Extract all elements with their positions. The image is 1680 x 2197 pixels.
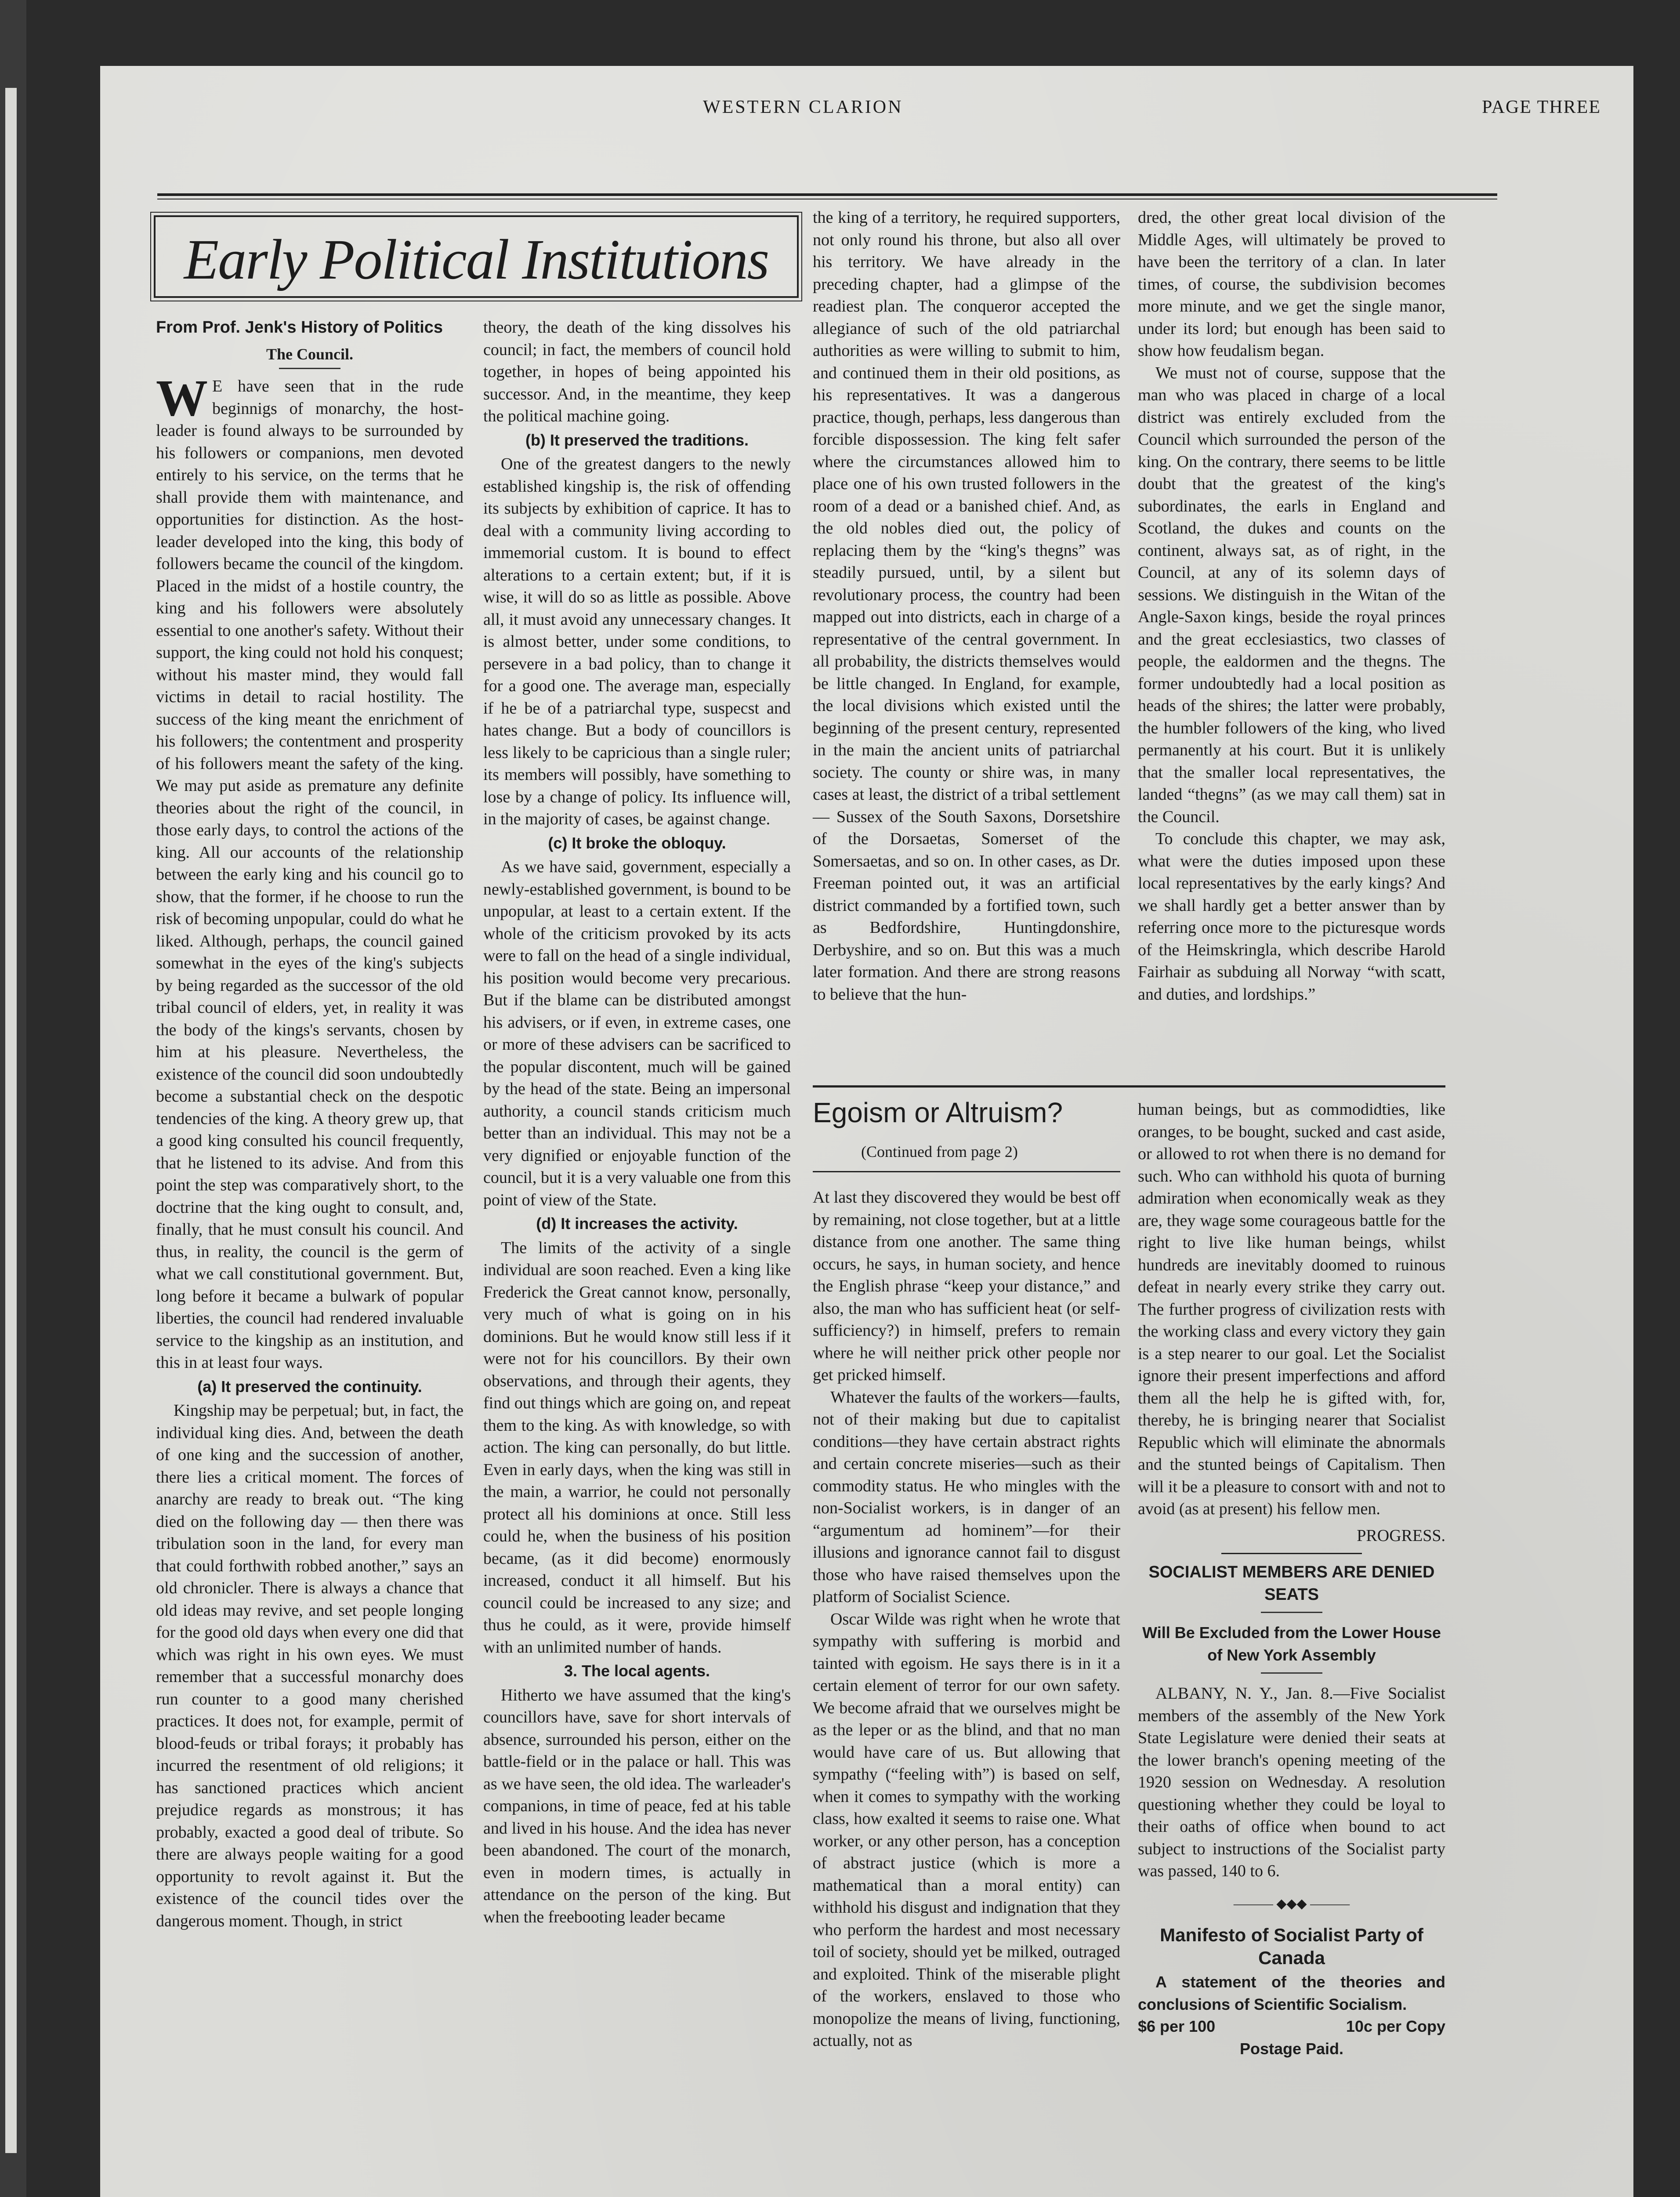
subheading-3: 3. The local agents. [564,1662,710,1680]
section-heading-council: The Council. [266,345,354,363]
price-bulk: $6 per 100 [1138,2017,1216,2035]
egoism-column-3 [813,1186,1120,2052]
continued-note: (Continued from page 2) [861,1143,1018,1160]
paragraph: Kingship may be perpetual; but, in fact, the individual king dies. And, between the death of one king and the succession of another, there lies a critical moment. The forces of anarchy are ready to break out. “The king died on the following day — then there was tribulation soon in the land, for every man that could forthwith robbed another,” says an old chronicler. There is always a chance that old ideas may revive, and set people longing for the good old days when every one did that which was right in his own eyes. We must remember that a successful monarchy does run counter to a good many cherished practices. It does not, for example, permit of blood-feuds or tribal forays; it probably has incurred the resentment of old religions; it has sanctioned practices which ancient prejudice regards as monstrous; it has probably, exacted a good deal of tribute. So there are always people waiting for a good opportunity to revolt against it. But the existence of the council tides over the dangerous moment. Though, in strict [156,1401,463,1930]
paragraph: ALBANY, N. Y., Jan. 8.—Five Socialist members of the assembly of the New York State Legislature were denied their seats at the lower branch's opening meeting of the 1920 session on Wednesday. A resolution questioning whether they could be loyal to their oaths of office when bound to act subject to instructions of the Socialist party was passed, 140 to 6. [1138,1684,1445,1880]
paragraph: Oscar Wilde was right when he wrote that sympathy with suffering is morbid and tainted with egoism. He says there is in it a certain element of terror for our own safety. We become afraid that we ourselves might be as the leper or as the blind, and that no man would have care of us. But allowing that sympathy (“feeling with”) is based on self, when it comes to sympathy with the working class, how exalted it seems to raise one. What worker, or any other person, has a conception of abstract justice (which is more a mathematical than a moral entity) can withhold his disgust and indignation that they who perform the hardest and most necessary toil of society, should yet be milked, outraged and exploited. Think of the miserable plight of the workers, enslaved to those who monopolize the means of living, functioning, actually, not as [813,1610,1120,2050]
article-source: From Prof. Jenk's History of Politics [156,318,443,337]
paragraph: To conclude this chapter, we may ask, what were the duties imposed upon these local representatives by the early kings? And we shall hardly get a better answer than by referring once more to the picturesque words of the Heimskringla, which describe Harold Fairhair as subduing all Norway “with scatt, and duties, and lordships.” [1138,830,1445,1004]
subheading-c: (c) It broke the obloquy. [548,834,726,852]
manifesto-title: Manifesto of Socialist Party of Canada [1160,1925,1423,1968]
adjacent-page-edge [0,0,26,2197]
socialist-members-title: SOCIALIST MEMBERS ARE DENIED SEATS [1148,1563,1435,1604]
paragraph: We must not of course, suppose that the man who was placed in charge of a local district was entirely excluded from the Council which surrounded the person of the king. On the contrary, there seems to be little doubt that the greatest of the king's subordinates, the earls in England and Scotland, the dukes and counts on the continent, always sat, as of right, in the Council, at any of its solemn days of sessions. We distinguish in the Witan of the Angle-Saxon kings, beside the royal princes and the great ecclesiastics, two classes of people, the ealdormen and the thegns. The former undoubtedly had a local position as heads of the shires; the latter were probably, the humbler followers of the king, who lived permanently at his court. But it is unlikely that the smaller local representatives, the landed “thegns” (as we may call them) sat in the Council. [1138,363,1445,826]
paragraph: the king of a territory, he required supporters, not only round his throne, but also all over his territory. We have already in the preceding chapter, had a glimpse of the readiest plan. The conqueror accepted the allegiance of such of the old patriarchal authorities as were willing to submit to him, and continued them in their old positions, as his representatives. It was a dangerous practice, though, perhaps, less dangerous than forcible dispossession. The king felt safer where the circumstances allowed him to place one of his own trusted followers in the room of a dead or a banished chief. And, as the old nobles died out, the policy of replacing them by the “king's thegns” was steadily pursued, until, by a silent but revolutionary process, the country had been mapped out into districts, each in charge of a representative of the central government. In all probability, the districts themselves would be little changed. In England, for example, the local divisions which existed until the beginning of the present century, represented in the main the ancient units of patriarchal society. The county or shire was, in many cases at least, the district of a tribal settlement — Sussex of the South Saxons, Dorsetshire of the Dorsaetas, Somerset of the Somersaetas, and so on. In other cases, as Dr. Freeman pointed out, it was an artificial district commanded by a fortified town, such as Bedfordshire, Huntingdonshire, Derbyshire, and so on. But this was a much later formation. And there are strong reasons to believe that the hun- [813,208,1120,1004]
column-3-top [813,207,1120,1005]
socialist-members-subtitle: Will Be Excluded from the Lower House of New York Assembly [1142,1624,1441,1664]
header-rule [157,193,1497,196]
page-number: PAGE THREE [1482,97,1601,117]
running-head: WESTERN CLARION [703,97,903,117]
subheading-b: (b) It preserved the traditions. [525,431,749,449]
column-2 [483,316,791,1928]
ornament-divider: ——— ◆◆◆ ——— [1233,1896,1350,1911]
subheading-a: (a) It preserved the continuity. [197,1377,422,1396]
paragraph: As we have said, government, especially a newly-established government, is bound to be unpopular, at least to a certain extent. If the whole of the criticism provoked by its acts were to fall on the head of a single individual, his position would become very precarious. But if the blame can be distributed amongst his advisers, or if even, in extreme cases, one or more of these advisers can be sacrificed to the popular discontent, much will be gained by the head of the state. Being an impersonal authority, a council stands criticism much better than an individual. This may not be a very dignified or enjoyable function of the council, but it is a very valuable one from this point of view of the State. [483,858,791,1209]
egoism-rule [813,1171,1120,1172]
section-divider [813,1085,1445,1088]
paragraph: theory, the death of the king dissolves his council; in fact, the members of council hold together, in hopes of being appointed his successor. And, in the meantime, they keep the political machine going. [483,318,791,425]
manifesto-prices [1138,2016,1445,2038]
paragraph: The limits of the activity of a single individual are soon reached. Even a king like Frederick the Great cannot know, personally, very much of what is going on in his dominions. But he would know still less if it were not for his councillors. By their own observations, and through their agents, they find out things which are going on, and repeat them to the king. As with knowledge, so with action. The king can personally, do but little. Even in early days, when the king was still in the main, a warrior, he could not personally protect all his dominions at once. Still less could he, when the business of his position became, (as it did become) enormously increased, conduct it all himself. But his council could be increased to any size; and thus he could, as it were, provide himself with an unlimited number of hands. [483,1238,791,1657]
paragraph: W E have seen that in the rude beginnigs of monarchy, the host-leader is found always to be surrounded by his followers or companions, men devoted entirely to his service, on the terms that he shall provide them with maintenance, and opportunities for distinction. As the host-leader developed into the king, this body of followers became the council of the kingdom. Placed in the midst of a hostile country, the king and his followers were absolutely essential to one another's safety. Without their support, the king could not hold his conquest; without his master mind, they would fall victims in detail to racial hostility. The success of the king meant the enrichment of his followers; the contentment and prosperity of his followers meant the safety of the king. We may put aside as premature any definite theories about the right of the council, in those early days, to control the actions of the king. All our accounts of the relationship between the early king and his council go to show, that the former, if he choose to run the risk of becoming unpopular, could do what he liked. Although, perhaps, the council gained somewhat in the eyes of the king's subjects by being regarded as the successor of the old tribal council of elders, yet, in reality it was the body of the kings's servants, chosen by him at his pleasure. Nevertheless, the existence of the council did soon undoubtedly become a substantial check on the despotic tendencies of the king. A theory grew up, that a good king consulted his council frequently, that he listened to its advise. And from this point the step was comparatively short, to the doctrine that the king ought to consult, and, finally, that he must consult his council. And thus, in reality, the council is the germ of what we call constitutional government. But, long before it became a bulwark of popular liberties, the council had rendered invaluable service to the kingship as an institution, and this in at least four ways. [156,369,463,1372]
article-title-box [154,215,799,298]
column-4-top [1138,207,1445,1005]
price-single: 10c per Copy [1346,2017,1445,2035]
paragraph: Whatever the faults of the workers—faults, not of their making but due to capitalist conditions—they have certain abstract rights and certain concrete miseries—such as their commodity status. He who mingles with the non-Socialist workers, is in danger of an “argumentum ad hominem”—for their illusions and ignorance cannot fail to disgust those who have raised themselves upon the platform of Socialist Science. [813,1388,1120,1606]
subheading-d: (d) It increases the activity. [536,1215,738,1233]
egoism-column-4 [1138,1098,1445,2060]
postage-note: Postage Paid. [1239,2039,1344,2058]
egoism-title: Egoism or Altruism? [813,1097,1063,1128]
drop-cap: W [156,369,208,427]
paragraph: Hitherto we have assumed that the king's councillors have, save for short intervals of absence, surrounded his person, either on the battle-field or in the palace or hall. This was as we have seen, the old idea. The warleader's companions, in time of peace, fed at his table and lived in his house. And the idea has never been abandoned. The court of the monarch, even in modern times, is actually in attendance on the person of the king. But when the freebooting leader became [483,1686,791,1926]
paragraph: One of the greatest dangers to the newly established kingship is, the risk of offending its subjects by exhibition of caprice. It has to deal with a community living according to immemorial custom. It is bound to effect alterations to a certain extent; but, if it is wise, it will do so as little as possible. Above all, it must avoid any unnecessary changes. It is almost better, under some conditions, to persevere in a bad policy, than to change it for a good one. The average man, especially if he be of a patriarchal type, suspecst and hates change. But a body of councillors is less likely to be capricious than a single ruler; its members will possibly, have something to lose by a change of policy. Its influence will, in the majority of cases, be against change. [483,455,791,828]
manifesto-description: A statement of the theories and conclusions of Scientific Socialism. [1138,1973,1445,2013]
column-1 [156,316,463,1932]
paragraph: At last they discovered they would be best off by remaining, not close together, but at a little distance from one another. The same thing occurs, he says, in human society, and hence the English phrase “keep your distance,” and also, the man who has sufficient heat (or self-sufficiency?) in himself, prefers to remain where he will neither prick other people nor get pricked himself. [813,1188,1120,1384]
article-title: Early Political Institutions [184,228,769,291]
signature: PROGRESS. [1357,1526,1445,1545]
paragraph: dred, the other great local division of the Middle Ages, will ultimately be proved to have been the territory of a clan. In later times, of course, the subdivision becomes more minute, and we get the single manor, under its lord; but enough has been said to show how feudalism began. [1138,208,1445,360]
paragraph: human beings, but as commodidties, like oranges, to be bought, sucked and cast aside, or allowed to rot when there is no demand for such. Who can withhold his quota of burning admiration when economically weak as they are, they wage some courageous battle for the right to live like human beings, whilst hundreds are inevitably doomed to ruinous defeat in nearly every strike they carry out. The further progress of civilization rests with the working class and every victory they gain is a step nearer to our goal. Let the Socialist ignore their present imperfections and afford them all the help he is gifted with, for, thereby, he is bringing nearer that Socialist Republic which will eliminate the abnormals and the stunted beings of Capitalism. Then will it be a pleasure to consort with and not to avoid (as at present) his fellow men. [1138,1100,1445,1518]
